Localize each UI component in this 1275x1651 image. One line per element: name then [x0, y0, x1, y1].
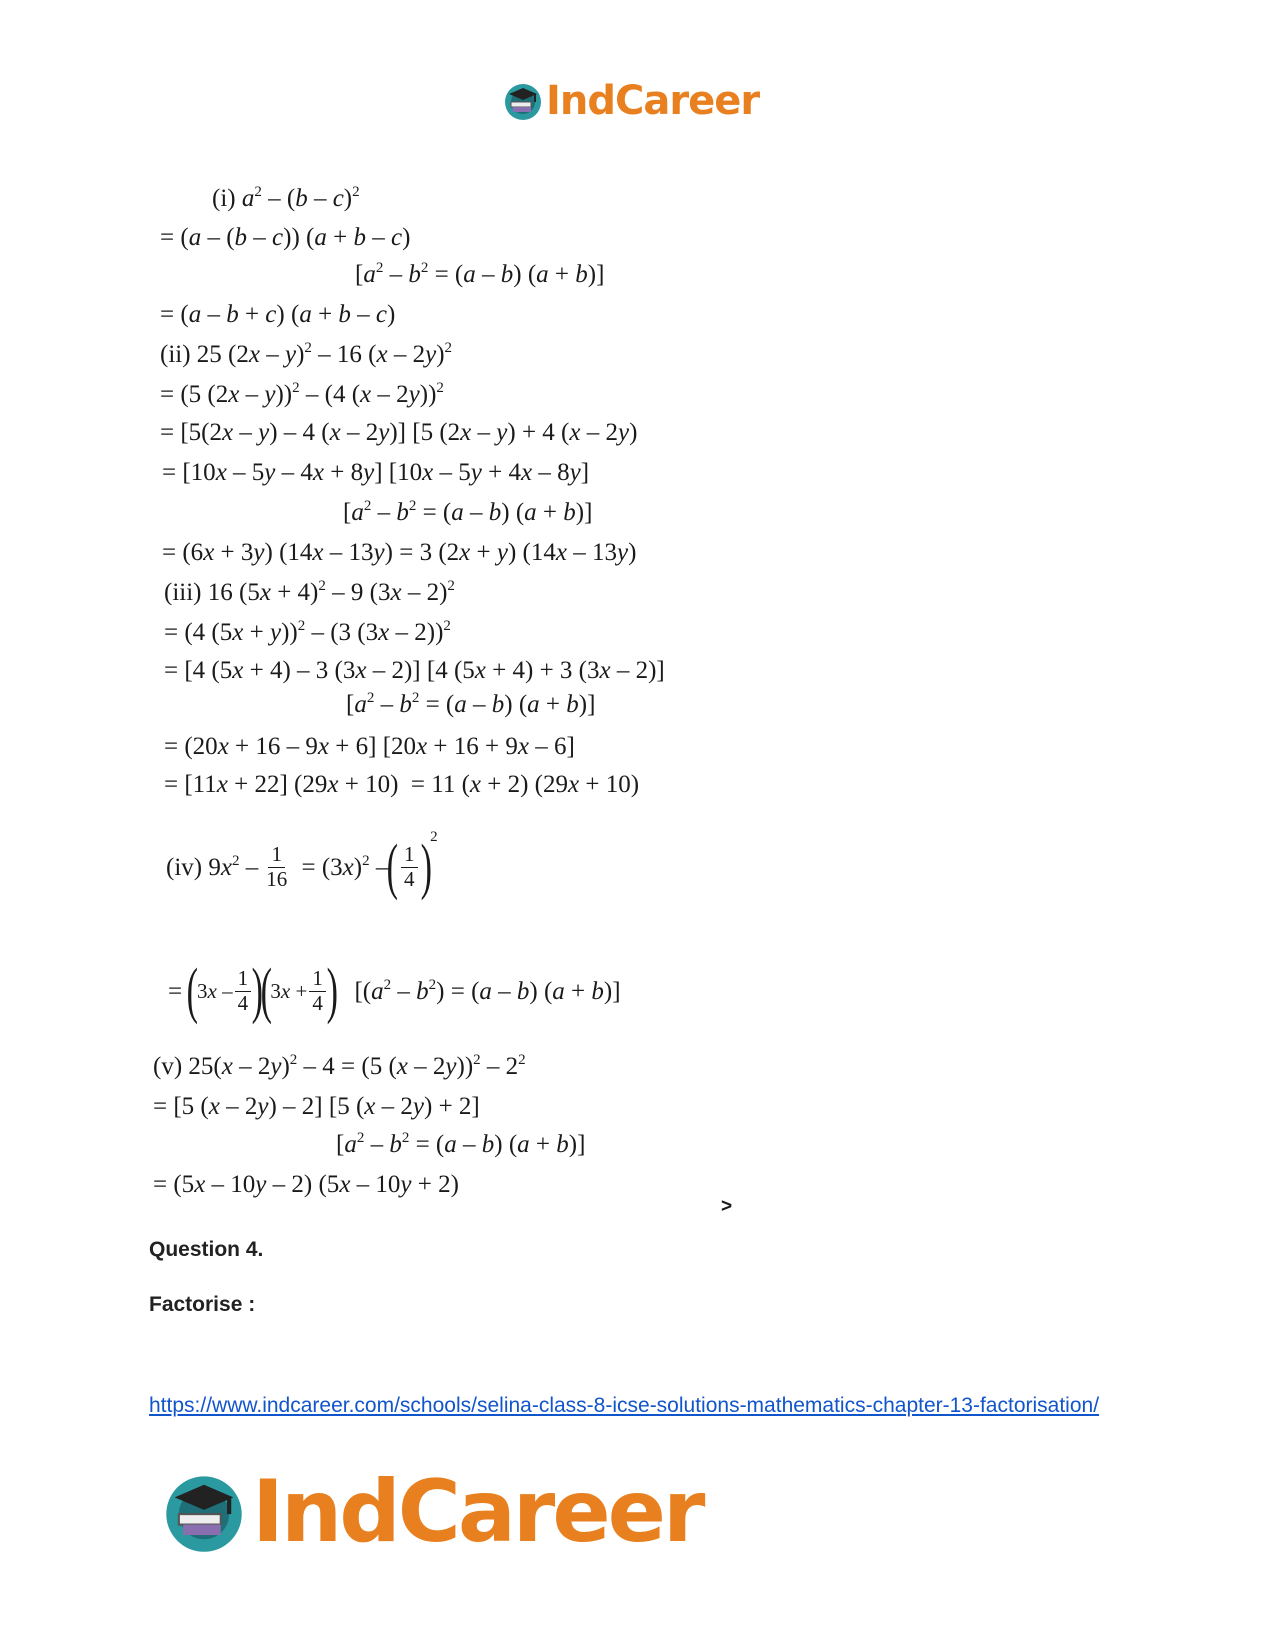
logo-text: IndCareer	[252, 1462, 703, 1562]
header-logo	[502, 78, 759, 124]
math-iv-line-1: (iv) $9x^2$ – $\frac{1}{16}$ = $(3x)^2$ – ( $\frac{1}{4}$ ) 2	[166, 829, 438, 901]
math-ii-line-2: = (5 (2x – y))$^2$ – (4 (x – 2y))$^2$	[160, 380, 444, 408]
fraction-1-16: $\frac{1}{16}$	[266, 842, 288, 891]
math-ii-line-5: = (6x + 3y) (14x – 13y) = 3 (2x + y) (14x – 13y)	[162, 539, 637, 566]
arrow-marker: >	[721, 1196, 733, 1217]
math-iii-identity: $[a^2 - b^2 = (a - b) (a + b)]$	[346, 690, 596, 718]
graduation-cap-icon	[160, 1468, 248, 1556]
question-prompt: Factorise :	[149, 1293, 256, 1316]
math-iii-line-4: = (20x + 16 – 9x + 6] [20x + 16 + 9x – 6]	[164, 733, 575, 760]
math-v-line-2: = [5 (x – 2y) – 2] [5 (x – 2y) + 2]	[153, 1093, 480, 1120]
math-ii-line-1: (ii) 25 (2x – y)$^2$ – 16 (x – 2y)$^2$	[160, 340, 453, 368]
math-iii-line-1: (iii) 16 $(5x + 4)^2 - 9$ (3x – 2)$^2$	[164, 578, 455, 606]
math-i-line-3: = (a – b + c) (a + b – c)	[160, 301, 396, 328]
source-link[interactable]: https://www.indcareer.com/schools/selina-class-8-icse-solutions-mathematics-chapter-13-factorisation/	[149, 1394, 1100, 1417]
math-i-identity: $[a^2 - b^2 = (a - b) (a + b)]$	[355, 260, 605, 288]
math-ii-identity: $[a^2 - b^2 = (a - b) (a + b)]$	[343, 498, 593, 526]
logo-text: IndCareer	[546, 78, 760, 124]
math-v-identity: $[a^2 - b^2 = (a - b) (a + b)]$	[336, 1130, 586, 1158]
question-title: Question 4.	[149, 1238, 264, 1261]
math-iv-line-2: = ( 3x – $\frac{1}{4}$ ) ( 3x + $\frac{1}{4}$ ) $[(a^2 - b^2) = (a - b) (a + b)]$	[168, 957, 621, 1025]
math-v-line-1: (v) 25(x – 2y)$^2$ – 4 = (5 $(x - 2y))^2 - 2^2$	[153, 1052, 526, 1080]
footer-logo	[160, 1462, 702, 1562]
math-ii-line-4: = [10x – 5y – 4x + 8y] [10x – 5y + 4x – 8y]	[162, 459, 590, 486]
graduation-cap-icon	[502, 80, 544, 122]
math-iii-line-3: = [4 (5x + 4) – 3 (3x – 2)] [4 (5x + 4) + 3 (3x – 2)]	[164, 657, 665, 684]
math-i-line-1: (i) $a^2 - (b - c)^2$	[212, 184, 360, 212]
math-iii-line-5: = [11x + 22] (29x + 10) = 11 (x + 2) (29x + 10)	[164, 771, 640, 798]
math-iii-line-2: = (4 (5x + y))$^2$ – (3 (3x – 2))$^2$	[164, 618, 451, 646]
math-ii-line-3: = [5(2x – y) – 4 (x – 2y)] [5 (2x – y) + 4 (x – 2y)	[160, 419, 638, 446]
math-v-line-3: = (5x – 10y – 2) (5x – 10y + 2)	[153, 1171, 459, 1198]
math-i-line-2: = (a – (b – c)) (a + b – c)	[160, 224, 411, 251]
